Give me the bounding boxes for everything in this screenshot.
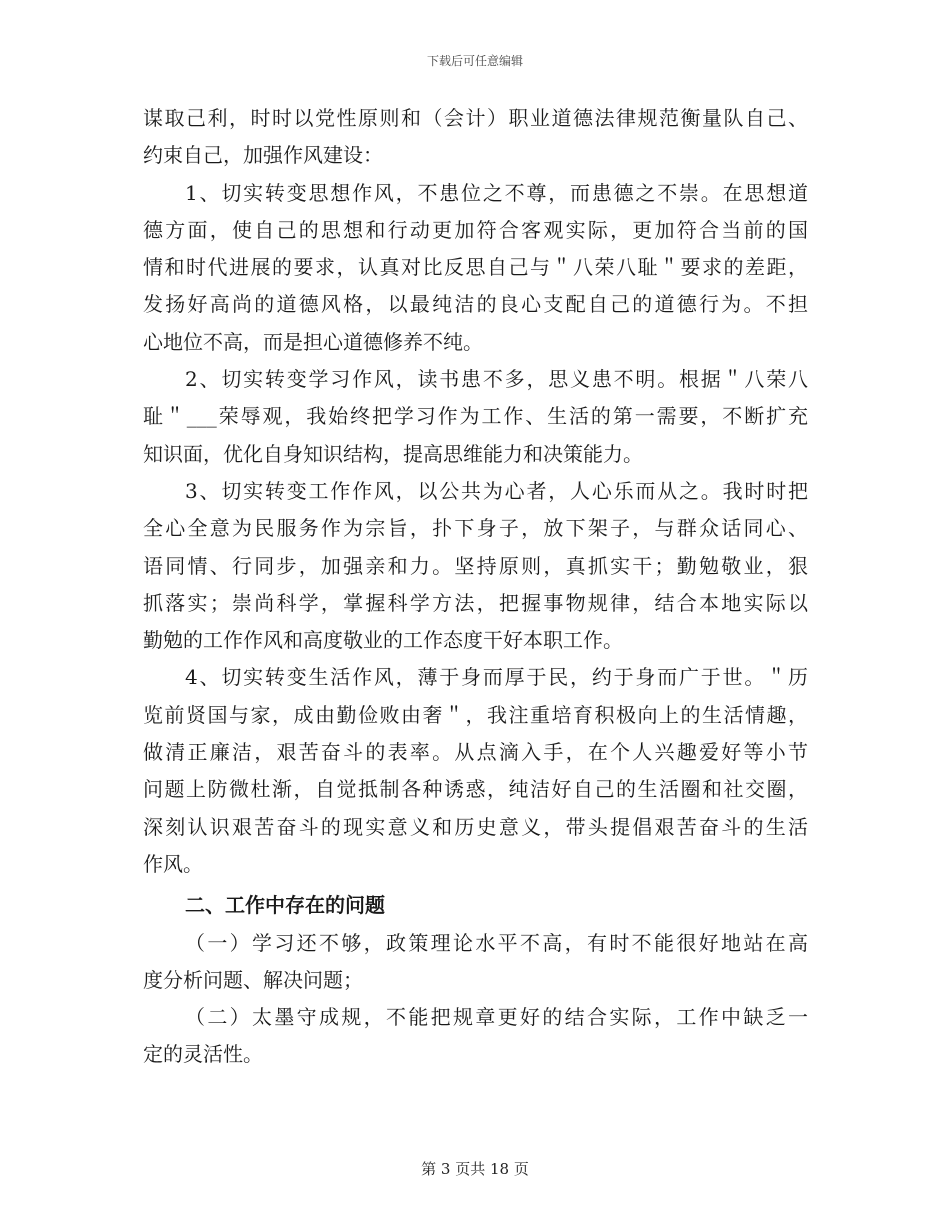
- text-line: 3、切实转变工作作风，以公共为心者，人心乐而从之。我时时把: [185, 478, 808, 503]
- text-line: 知识面，优化自身知识结构，提高思维能力和决策能力。: [143, 441, 643, 466]
- paragraph-block-1: [143, 100, 808, 883]
- text-line: 发扬好高尚的道德风格，以最纯洁的良心支配自己的道德行为。不担: [143, 292, 808, 317]
- page-footer: 第 3 页共 18 页: [421, 1160, 529, 1178]
- section-heading: 二、工作中存在的问题: [185, 893, 385, 918]
- text-line: 语同情、行同步，加强亲和力。坚持原则，真抓实干；勤勉敬业，狠: [143, 553, 808, 578]
- text-line: 约束自己，加强作风建设：: [143, 143, 383, 168]
- text-line: 问题上防微杜渐，自觉抵制各种诱惑，纯洁好自己的生活圈和社交圈，: [143, 777, 808, 802]
- text-line: 心地位不高，而是担心道德修养不纯。: [143, 329, 483, 354]
- text-line: 勤勉的工作作风和高度敬业的工作态度干好本职工作。: [143, 628, 623, 653]
- text-line: 作风。: [143, 851, 203, 876]
- text-line: 抓落实；崇尚科学，掌握科学方法，把握事物规律，结合本地实际以: [143, 590, 808, 615]
- text-line: 谋取己利，时时以党性原则和（会计）职业道德法律规范衡量队自己、: [143, 106, 808, 130]
- text-line: 度分析问题、解决问题；: [143, 967, 363, 992]
- text-line: 德方面，使自己的思想和行动更加符合客观实际，更加符合当前的国: [143, 217, 808, 242]
- text-line: 4、切实转变生活作风，薄于身而厚于民，约于身而广于世。＂历: [185, 665, 808, 690]
- text-line: 情和时代进展的要求，认真对比反思自己与＂八荣八耻＂要求的差距，: [143, 255, 808, 280]
- document-body: [143, 100, 808, 1074]
- text-line: 1、切实转变思想作风，不患位之不尊，而患德之不崇。在思想道: [185, 180, 808, 205]
- text-line: 深刻认识艰苦奋斗的现实意义和历史意义，带头提倡艰苦奋斗的生活: [143, 814, 808, 839]
- text-line: 耻＂___荣辱观，我始终把学习作为工作、生活的第一需要，不断扩充: [143, 404, 808, 429]
- text-line: 做清正廉洁，艰苦奋斗的表率。从点滴入手，在个人兴趣爱好等小节: [143, 740, 808, 765]
- text-line: （二）太墨守成规，不能把规章更好的结合实际，工作中缺乏一: [185, 1005, 808, 1030]
- page-header: 下载后可任意编辑: [426, 54, 523, 68]
- text-line: 2、切实转变学习作风，读书患不多，思义患不明。根据＂八荣八: [185, 367, 808, 392]
- text-line: 定的灵活性。: [143, 1042, 263, 1067]
- text-line: 览前贤国与家，成由勤俭败由奢＂，我注重培育积极向上的生活情趣，: [143, 702, 808, 727]
- text-line: 全心全意为民服务作为宗旨，扑下身子，放下架子，与群众话同心、: [143, 516, 808, 541]
- paragraph-block-2: [143, 925, 808, 1074]
- text-line: （一）学习还不够，政策理论水平不高，有时不能很好地站在高: [185, 930, 808, 955]
